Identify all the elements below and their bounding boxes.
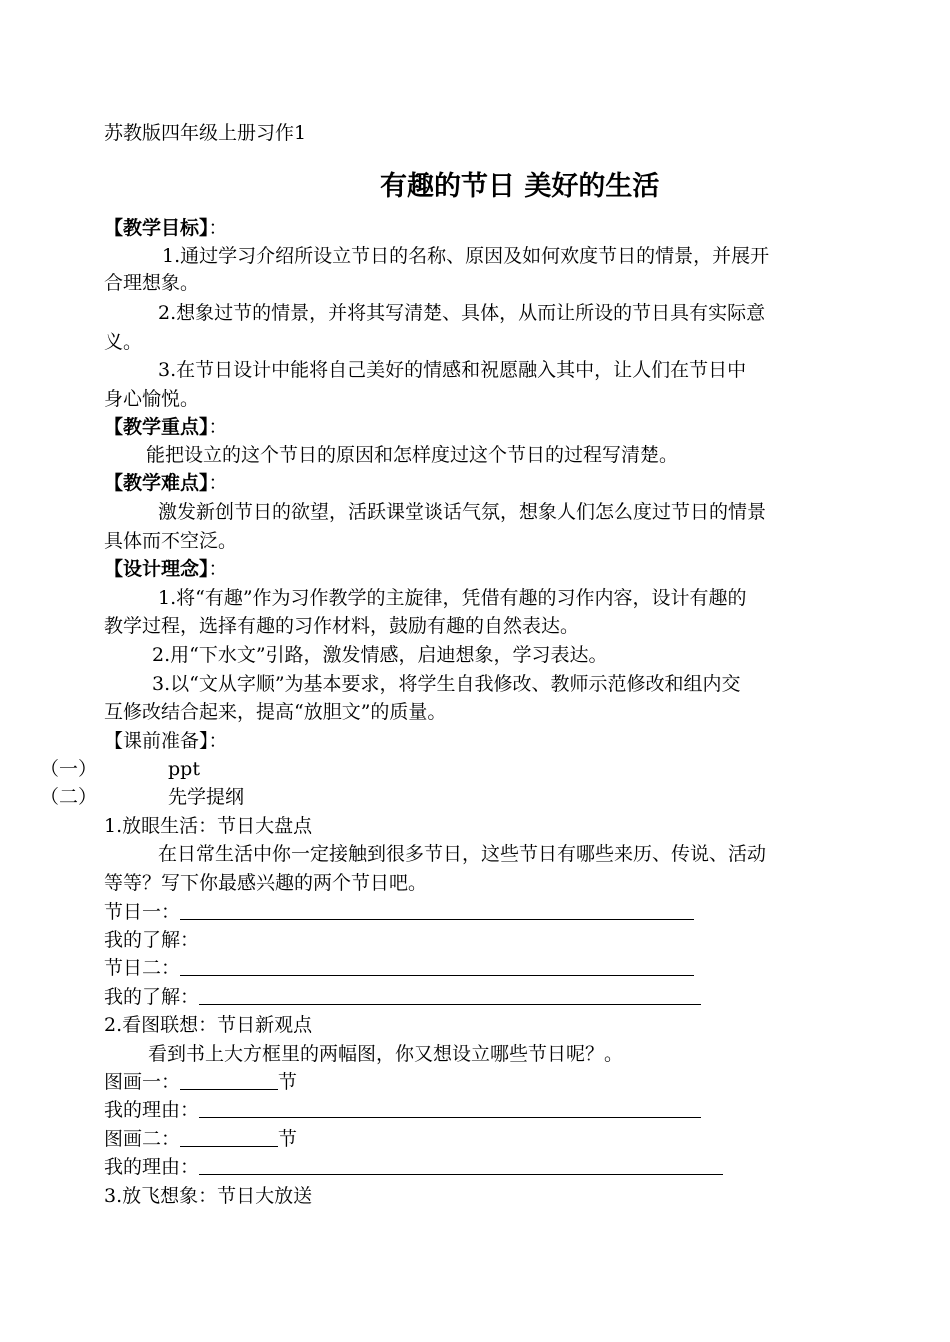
goal-item-2a: 2.想象过节的情景，并将其写清楚、具体，从而让所设的节日具有实际意: [158, 302, 766, 324]
picture-2-blank[interactable]: [180, 1126, 278, 1147]
prep-two-num: （二）: [40, 786, 98, 808]
key-points-heading-line: [104, 414, 228, 440]
outline-s1-text-b: 等等？写下你最感兴趣的两个节日吧。: [104, 872, 428, 894]
festival-1-label: 节日一：: [104, 901, 181, 923]
page-title: 有趣的节日 美好的生活: [380, 171, 660, 202]
key-points-colon: ：: [208, 416, 228, 438]
picture-1-suffix: 节: [278, 1071, 298, 1093]
reason-1-line: [104, 1097, 701, 1123]
goal-item-1b: 合理想象。: [104, 272, 200, 294]
goals-heading-line: [104, 215, 228, 241]
picture-2-suffix: 节: [278, 1128, 298, 1150]
prep-one-text: ppt: [168, 758, 200, 780]
difficulties-text-a: 激发新创节日的欲望，活跃课堂谈话气氛，想象人们怎么度过节日的情景: [158, 501, 767, 523]
outline-section-2: 2.看图联想：节日新观点: [104, 1014, 313, 1036]
reason-2-label: 我的理由：: [104, 1156, 200, 1178]
goal-item-2b: 义。: [104, 331, 143, 353]
know-2-line: [104, 984, 701, 1010]
picture-1-label: 图画一：: [104, 1071, 181, 1093]
festival-2-line: [104, 955, 694, 981]
know-2-blank[interactable]: [199, 984, 701, 1005]
document-header: 苏教版四年级上册习作1: [104, 122, 307, 144]
difficulties-heading-line: [104, 470, 228, 496]
concept-heading-line: [104, 556, 228, 582]
concept-item-1a: 1.将“有趣”作为习作教学的主旋律，凭借有趣的习作内容，设计有趣的: [158, 587, 747, 609]
festival-1-blank[interactable]: [180, 899, 694, 920]
festival-2-blank[interactable]: [180, 955, 694, 976]
festival-2-label: 节日二：: [104, 957, 181, 979]
concept-colon: ：: [208, 558, 228, 580]
know-2-label: 我的了解：: [104, 986, 200, 1008]
goals-colon: ：: [208, 217, 228, 239]
key-points-heading: 【教学重点】: [104, 416, 209, 438]
picture-2-label: 图画二：: [104, 1128, 181, 1150]
outline-s2-text: 看到书上大方框里的两幅图，你又想设立哪些节日呢？。: [148, 1043, 624, 1065]
goal-item-3b: 身心愉悦。: [104, 388, 200, 410]
concept-heading: 【设计理念】: [104, 558, 209, 580]
know-1-label: 我的了解：: [104, 929, 200, 951]
key-points-text: 能把设立的这个节日的原因和怎样度过这个节日的过程写清楚。: [146, 444, 679, 466]
picture-2-line: [104, 1126, 297, 1152]
goal-item-1a: 1.通过学习介绍所设立节日的名称、原因及如何欢度节日的情景，并展开: [162, 245, 770, 267]
outline-section-1: 1.放眼生活：节日大盘点: [104, 815, 313, 837]
outline-section-3: 3.放飞想象：节日大放送: [104, 1185, 313, 1207]
prep-heading: 【课前准备】：: [104, 730, 228, 752]
concept-item-1b: 教学过程，选择有趣的习作材料，鼓励有趣的自然表达。: [104, 615, 580, 637]
picture-1-blank[interactable]: [180, 1069, 278, 1090]
goals-heading: 【教学目标】: [104, 217, 209, 239]
festival-1-line: [104, 899, 694, 925]
outline-s1-text-a: 在日常生活中你一定接触到很多节日，这些节日有哪些来历、传说、活动: [158, 843, 767, 865]
difficulties-text-b: 具体而不空泛。: [104, 530, 238, 552]
reason-2-blank[interactable]: [199, 1154, 723, 1175]
concept-item-3b: 互修改结合起来，提高“放胆文”的质量。: [104, 701, 447, 723]
picture-1-line: [104, 1069, 297, 1095]
reason-1-blank[interactable]: [199, 1097, 701, 1118]
difficulties-heading: 【教学难点】: [104, 472, 209, 494]
reason-2-line: [104, 1154, 723, 1180]
prep-one-num: （一）: [40, 758, 98, 780]
prep-two-text: 先学提纲: [168, 786, 245, 808]
concept-item-2: 2.用“下水文”引路，激发情感，启迪想象，学习表达。: [152, 644, 608, 666]
reason-1-label: 我的理由：: [104, 1099, 200, 1121]
concept-item-3a: 3.以“文从字顺”为基本要求，将学生自我修改、教师示范修改和组内交: [152, 673, 741, 695]
difficulties-colon: ：: [208, 472, 228, 494]
goal-item-3a: 3.在节日设计中能将自己美好的情感和祝愿融入其中，让人们在节日中: [158, 359, 747, 381]
